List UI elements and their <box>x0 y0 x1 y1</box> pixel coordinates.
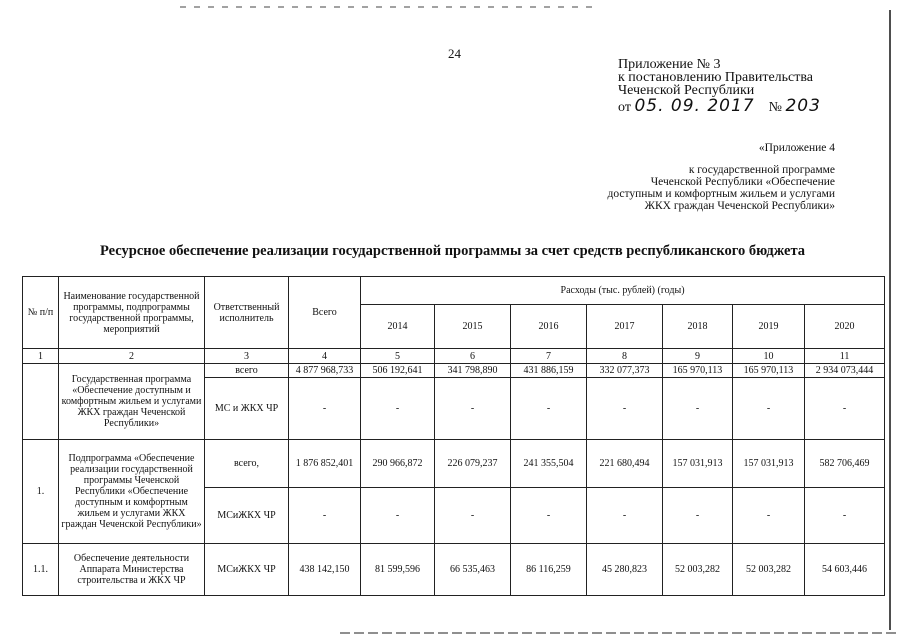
header-total: Всего <box>289 277 361 349</box>
row-value: 341 798,890 <box>435 364 511 378</box>
appendix-block <box>618 58 821 114</box>
row-executor: МСиЖКХ ЧР <box>205 544 289 596</box>
row-value: 54 603,446 <box>805 544 885 596</box>
row-value: 52 003,282 <box>663 544 733 596</box>
row-total: - <box>289 378 361 440</box>
row-value: 226 079,237 <box>435 440 511 488</box>
appendix-date-line <box>618 96 821 116</box>
row-value: 157 031,913 <box>663 440 733 488</box>
row-value: - <box>805 378 885 440</box>
scan-artifact-right <box>889 10 891 630</box>
row-value: 66 535,463 <box>435 544 511 596</box>
row-value: - <box>587 378 663 440</box>
appendix-line: Чеченской Республики <box>618 83 755 98</box>
row-value: 506 192,641 <box>361 364 435 378</box>
index-cell: 1 <box>23 349 59 364</box>
number-prefix: № <box>768 100 782 115</box>
row-executor: всего <box>205 364 289 378</box>
index-cell: 10 <box>733 349 805 364</box>
row-value: 332 077,373 <box>587 364 663 378</box>
header-year: 2014 <box>361 305 435 349</box>
row-name: Государственная программа «Обеспечение доступным и комфортным жильем и услугами ЖКХ граждан Чеченской Республики» <box>59 364 205 440</box>
row-value: 2 934 073,444 <box>805 364 885 378</box>
row-name: Подпрограмма «Обеспечение реализации государственной программы Чеченской Республики «Обеспечение доступным и комфортным жильем и услугами ЖКХ граждан Чеченской Республики» <box>59 440 205 544</box>
header-executor: Ответственный исполнитель <box>205 277 289 349</box>
row-value: - <box>435 378 511 440</box>
header-year: 2018 <box>663 305 733 349</box>
index-cell: 4 <box>289 349 361 364</box>
prior-appendix-title: «Приложение 4 <box>758 142 835 154</box>
scan-artifact-bottom <box>340 632 900 634</box>
header-year: 2016 <box>511 305 587 349</box>
header-name: Наименование государственной программы, подпрограммы государственной программы, мероприятий <box>59 277 205 349</box>
handwritten-number: 203 <box>785 96 821 116</box>
date-prefix: от <box>618 100 631 115</box>
row-total: 4 877 968,733 <box>289 364 361 378</box>
table-row <box>23 364 885 378</box>
appendix-title: Приложение № 3 <box>618 57 721 72</box>
prior-appendix-line: Чеченской Республики «Обеспечение <box>650 176 835 188</box>
row-num <box>23 364 59 440</box>
table-row <box>23 440 885 488</box>
appendix-line: к постановлению Правительства <box>618 70 814 85</box>
index-cell: 3 <box>205 349 289 364</box>
row-value: - <box>587 488 663 544</box>
row-value: 45 280,823 <box>587 544 663 596</box>
table-row <box>23 544 885 596</box>
row-value: 165 970,113 <box>733 364 805 378</box>
row-value: 52 003,282 <box>733 544 805 596</box>
row-value: 165 970,113 <box>663 364 733 378</box>
row-value: 221 680,494 <box>587 440 663 488</box>
row-value: - <box>361 488 435 544</box>
prior-appendix-line: к государственной программе <box>688 164 835 176</box>
row-executor: МСиЖКХ ЧР <box>205 488 289 544</box>
header-expenses: Расходы (тыс. рублей) (годы) <box>361 277 885 305</box>
row-total: - <box>289 488 361 544</box>
index-cell: 2 <box>59 349 205 364</box>
index-cell: 6 <box>435 349 511 364</box>
index-cell: 11 <box>805 349 885 364</box>
row-executor: всего, <box>205 440 289 488</box>
prior-appendix-line: доступным и комфортным жильем и услугами <box>607 188 835 200</box>
row-value: - <box>733 488 805 544</box>
row-value: 290 966,872 <box>361 440 435 488</box>
row-value: - <box>663 488 733 544</box>
row-value: 582 706,469 <box>805 440 885 488</box>
prior-appendix-block <box>608 142 835 212</box>
budget-table <box>22 276 885 596</box>
row-value: - <box>361 378 435 440</box>
row-value: 241 355,504 <box>511 440 587 488</box>
header-year: 2020 <box>805 305 885 349</box>
header-year: 2015 <box>435 305 511 349</box>
index-cell: 5 <box>361 349 435 364</box>
row-value: 157 031,913 <box>733 440 805 488</box>
header-num: № п/п <box>23 277 59 349</box>
page-number: 24 <box>448 46 461 61</box>
index-row <box>23 349 885 364</box>
row-num: 1. <box>23 440 59 544</box>
row-value: - <box>663 378 733 440</box>
row-num: 1.1. <box>23 544 59 596</box>
row-value: - <box>733 378 805 440</box>
row-value: 81 599,596 <box>361 544 435 596</box>
handwritten-date: 05. 09. 2017 <box>634 96 755 116</box>
row-executor: МС и ЖКХ ЧР <box>205 378 289 440</box>
row-name: Обеспечение деятельности Аппарата Министерства строительства и ЖКХ ЧР <box>59 544 205 596</box>
row-total: 1 876 852,401 <box>289 440 361 488</box>
scan-artifact-top <box>180 6 600 8</box>
document-title: Ресурсное обеспечение реализации государственной программы за счет средств республиканского бюджета <box>100 243 806 259</box>
row-value: - <box>511 488 587 544</box>
header-year: 2019 <box>733 305 805 349</box>
index-cell: 9 <box>663 349 733 364</box>
row-total: 438 142,150 <box>289 544 361 596</box>
prior-appendix-line: ЖКХ граждан Чеченской Республики» <box>644 200 835 212</box>
header-year: 2017 <box>587 305 663 349</box>
index-cell: 8 <box>587 349 663 364</box>
header-row <box>23 277 885 305</box>
row-value: - <box>511 378 587 440</box>
row-value: - <box>435 488 511 544</box>
row-value: 86 116,259 <box>511 544 587 596</box>
row-value: 431 886,159 <box>511 364 587 378</box>
index-cell: 7 <box>511 349 587 364</box>
row-value: - <box>805 488 885 544</box>
